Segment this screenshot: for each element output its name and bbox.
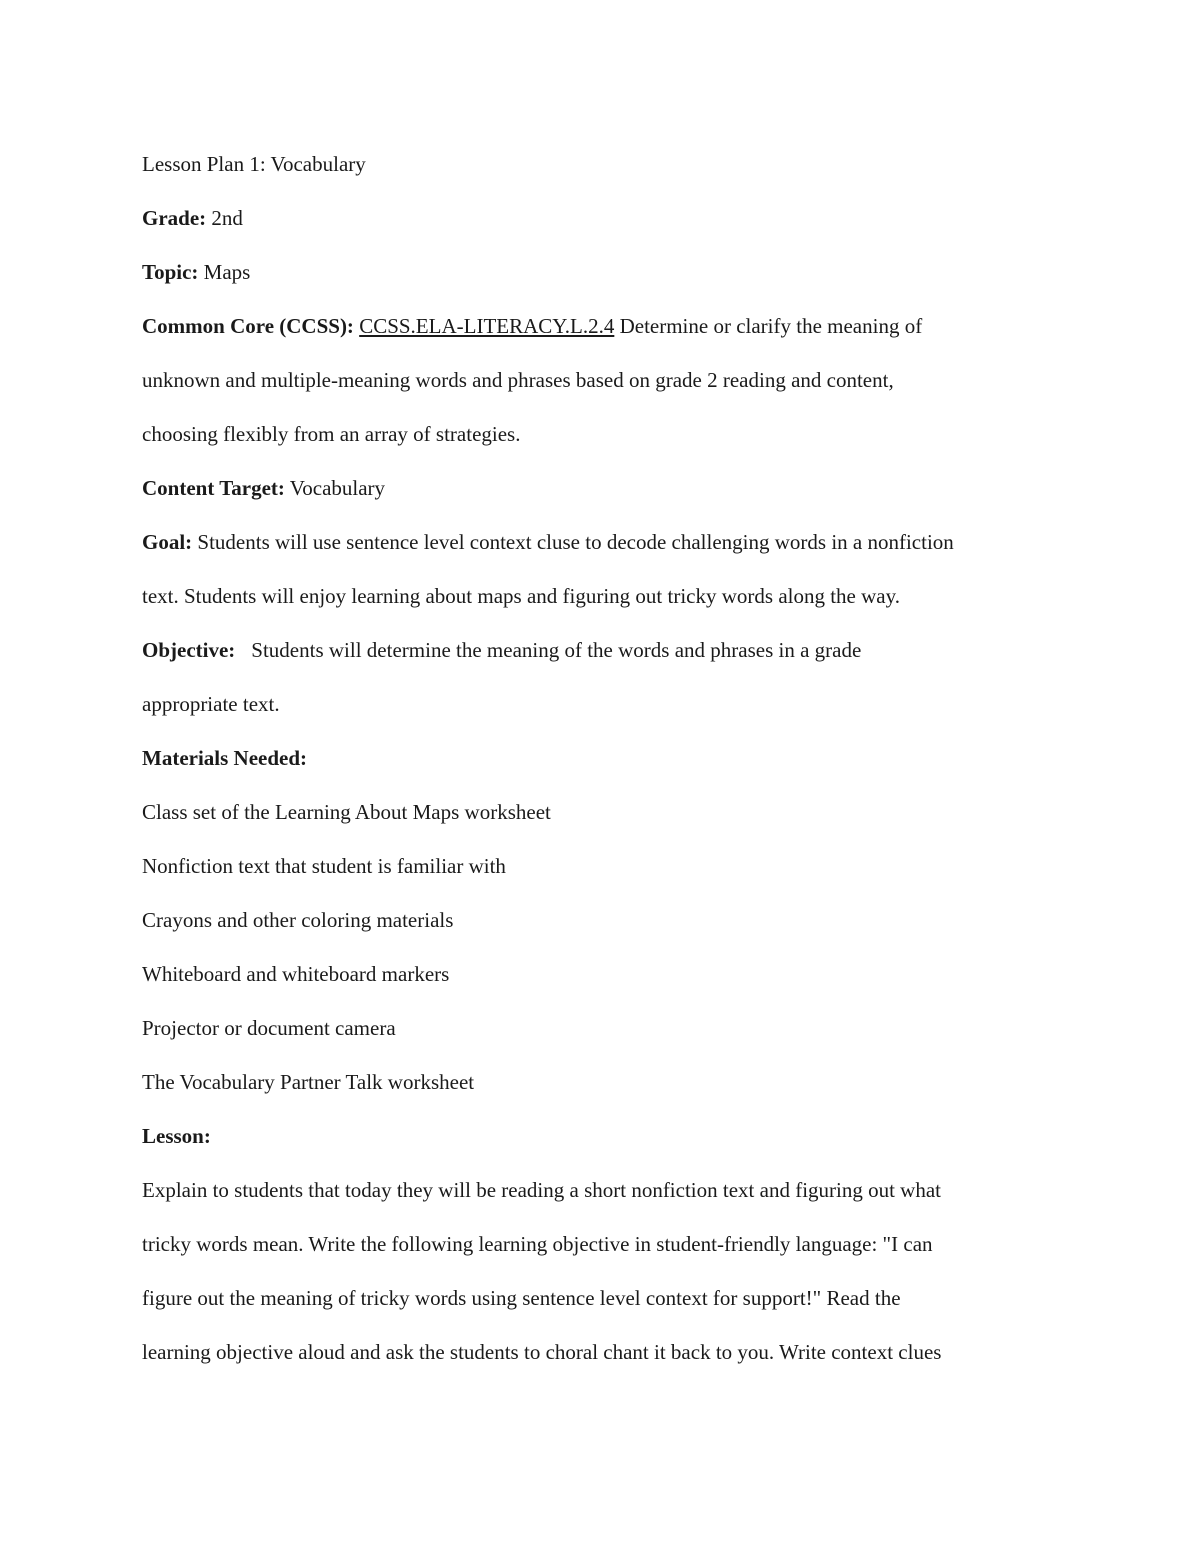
common-core-line-1	[142, 299, 1062, 353]
common-core-text: Determine or clarify the meaning of	[619, 314, 923, 338]
objective-label: Objective:	[142, 638, 236, 662]
ccss-standard-link[interactable]: CCSS.ELA-LITERACY.L.2.4	[359, 314, 615, 338]
materials-label: Materials Needed:	[142, 746, 308, 770]
common-core-line-2	[142, 353, 1062, 407]
content-target-label: Content Target:	[142, 476, 285, 500]
materials-item-text: Projector or document camera	[142, 1016, 396, 1040]
grade-line	[142, 191, 1062, 245]
common-core-line-3	[142, 407, 1062, 461]
goal-text: Students will use sentence level context cluse to decode challenging words in a nonfiction	[197, 530, 954, 554]
objective-line-1	[142, 623, 1062, 677]
lesson-text: Explain to students that today they will be reading a short nonfiction text and figuring out what	[142, 1178, 942, 1202]
objective-line-2	[142, 677, 1062, 731]
materials-item-text: Crayons and other coloring materials	[142, 908, 454, 932]
lesson-line	[142, 1217, 1062, 1271]
materials-item-text: Whiteboard and whiteboard markers	[142, 962, 450, 986]
materials-item-text: Class set of the Learning About Maps worksheet	[142, 800, 551, 824]
materials-item	[142, 1001, 1062, 1055]
title-text: Lesson Plan 1: Vocabulary	[142, 152, 366, 176]
content-target-line	[142, 461, 1062, 515]
materials-item	[142, 947, 1062, 1001]
document-body	[142, 137, 1062, 1379]
topic-label: Topic:	[142, 260, 199, 284]
materials-item-text: The Vocabulary Partner Talk worksheet	[142, 1070, 475, 1094]
goal-line-2	[142, 569, 1062, 623]
lesson-heading	[142, 1109, 1062, 1163]
materials-item-text: Nonfiction text that student is familiar with	[142, 854, 506, 878]
common-core-text: unknown and multiple-meaning words and phrases based on grade 2 reading and content,	[142, 368, 894, 392]
materials-item	[142, 893, 1062, 947]
topic-value: Maps	[203, 260, 251, 284]
objective-text: Students will determine the meaning of the words and phrases in a grade	[251, 638, 862, 662]
document-title	[142, 137, 1062, 191]
materials-item	[142, 839, 1062, 893]
lesson-text: learning objective aloud and ask the students to choral chant it back to you. Write context clues	[142, 1340, 942, 1364]
materials-heading	[142, 731, 1062, 785]
lesson-line	[142, 1325, 1062, 1379]
materials-item	[142, 785, 1062, 839]
goal-line-1	[142, 515, 1062, 569]
materials-item	[142, 1055, 1062, 1109]
common-core-label: Common Core (CCSS):	[142, 314, 354, 338]
objective-text: appropriate text.	[142, 692, 280, 716]
lesson-text: figure out the meaning of tricky words using sentence level context for support!" Read the	[142, 1286, 901, 1310]
common-core-text: choosing flexibly from an array of strategies.	[142, 422, 521, 446]
lesson-text: tricky words mean. Write the following learning objective in student-friendly language: "I can	[142, 1232, 933, 1256]
topic-line	[142, 245, 1062, 299]
lesson-label: Lesson:	[142, 1124, 211, 1148]
goal-text: text. Students will enjoy learning about maps and figuring out tricky words along the way.	[142, 584, 900, 608]
content-target-value: Vocabulary	[289, 476, 386, 500]
lesson-line	[142, 1163, 1062, 1217]
grade-value: 2nd	[211, 206, 243, 230]
lesson-line	[142, 1271, 1062, 1325]
goal-label: Goal:	[142, 530, 193, 554]
grade-label: Grade:	[142, 206, 207, 230]
